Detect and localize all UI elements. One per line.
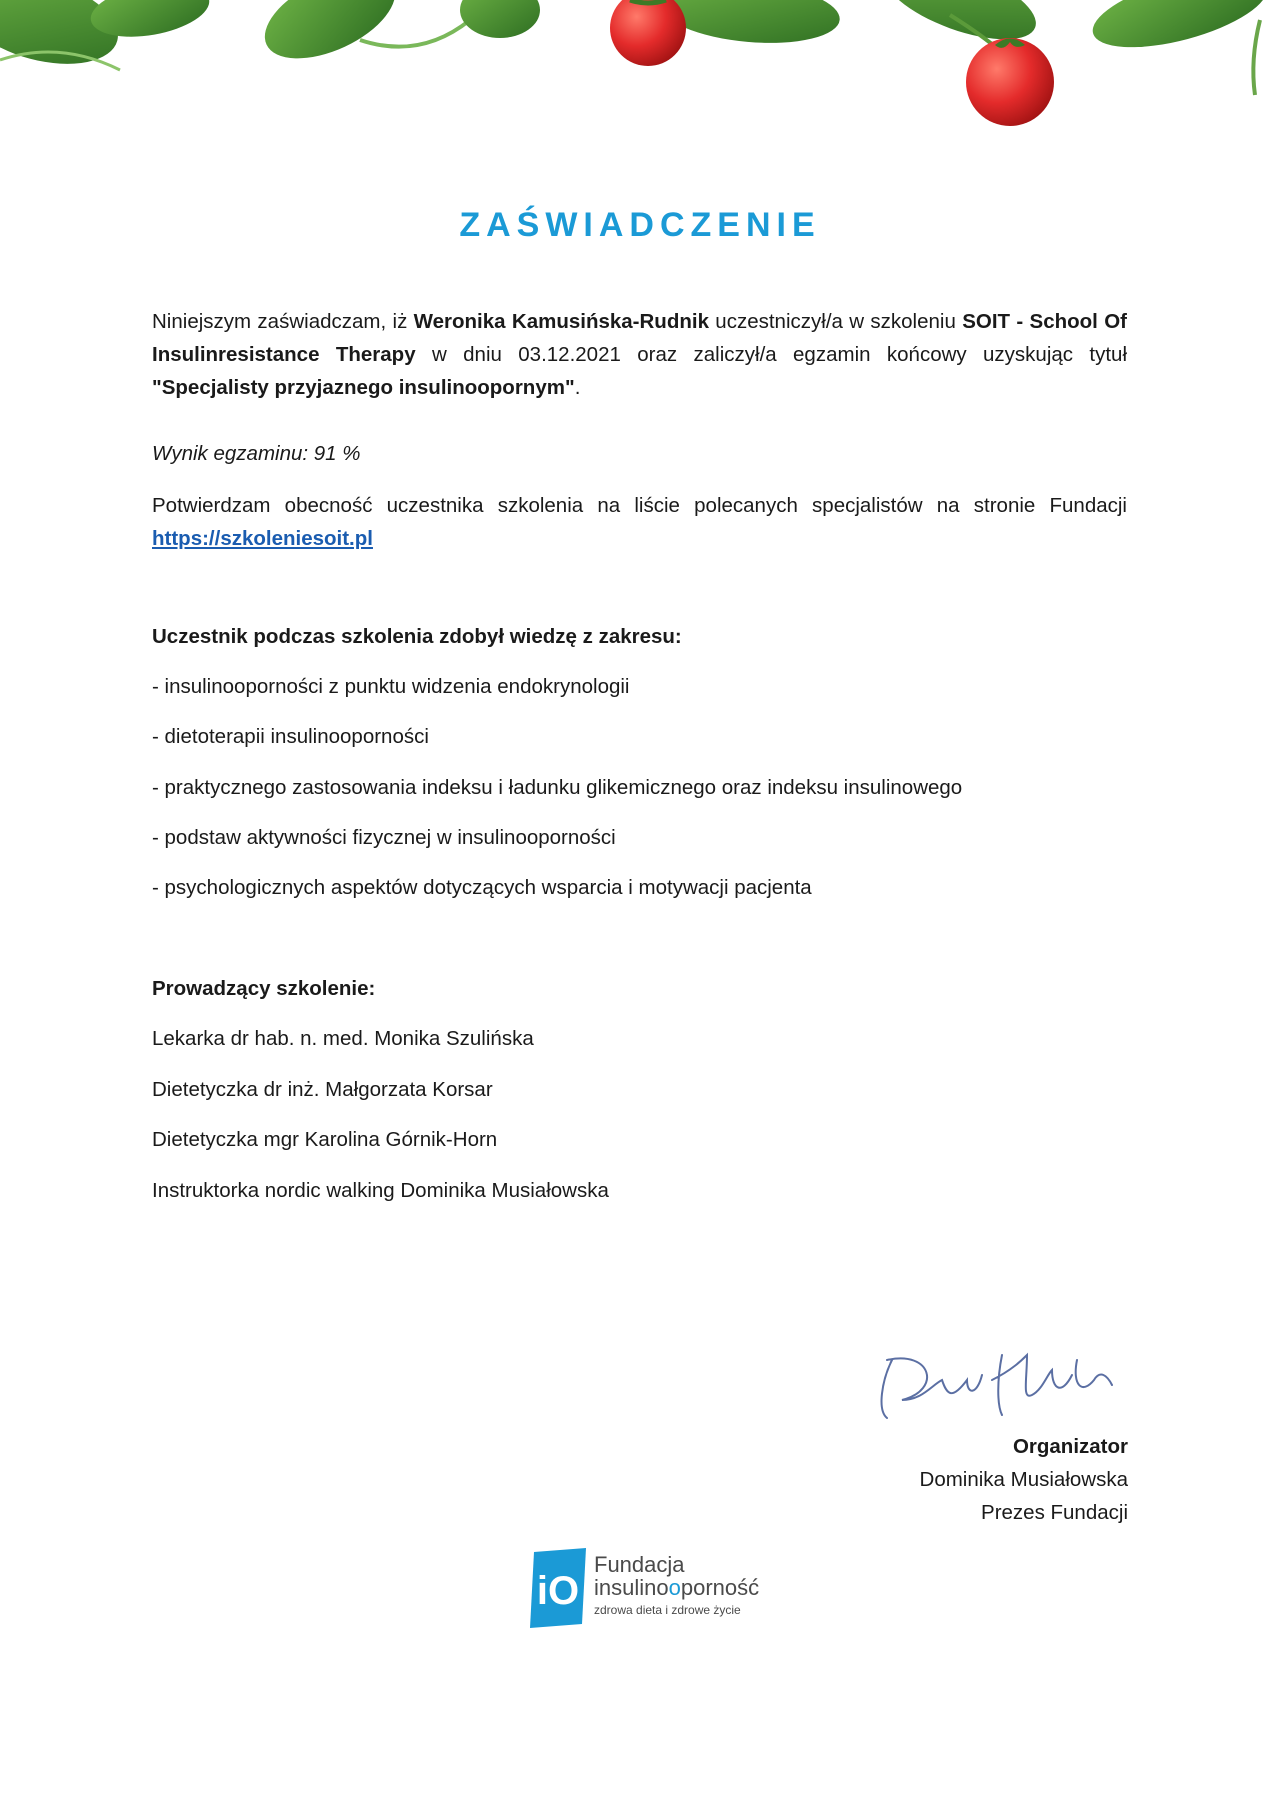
course-name: SOIT - School Of Insulinresistance Therapy xyxy=(152,310,1127,366)
intro-text: . xyxy=(574,376,581,399)
leaf-icon xyxy=(1085,0,1274,95)
logo-mark-text: iO xyxy=(536,1569,580,1613)
certificate-intro xyxy=(152,305,1127,404)
logo-tagline: zdrowa dieta i zdrowe życie xyxy=(594,1603,741,1617)
listing-confirmation xyxy=(152,489,1127,555)
trainer-item: Instruktorka nordic walking Dominika Musiałowska xyxy=(152,1179,609,1202)
knowledge-item: - podstaw aktywności fizycznej w insulinooporności xyxy=(152,826,616,849)
confirmation-text: Potwierdzam obecność uczestnika szkolenia na liście polecanych specjalistów na stronie Fundacji xyxy=(152,494,1127,517)
leaf-icon xyxy=(252,0,470,76)
knowledge-heading: Uczestnik podczas szkolenia zdobył wiedzę z zakresu: xyxy=(152,625,682,648)
intro-text: w dniu 03.12.2021 oraz zaliczył/a egzamin końcowy uzyskując tytuł xyxy=(415,343,1127,366)
tomato-icon xyxy=(610,0,686,66)
organizer-role: Prezes Fundacji xyxy=(981,1501,1128,1524)
logo-mark-icon xyxy=(530,1548,586,1628)
earned-title: "Specjalisty przyjaznego insulinoopornym" xyxy=(152,376,575,399)
trainer-item: Lekarka dr hab. n. med. Monika Szulińska xyxy=(152,1027,534,1050)
knowledge-item: - insulinooporności z punktu widzenia endokrynologii xyxy=(152,675,630,698)
knowledge-item: - psychologicznych aspektów dotyczących wsparcia i motywacji pacjenta xyxy=(152,876,812,899)
knowledge-item: - praktycznego zastosowania indeksu i ładunku glikemicznego oraz indeksu insulinowego xyxy=(152,776,963,799)
foundation-logo xyxy=(530,1548,770,1632)
logo-text-accent: o xyxy=(668,1575,681,1600)
trainer-item: Dietetyczka dr inż. Małgorzata Korsar xyxy=(152,1078,493,1101)
intro-text: Niniejszym zaświadczam, iż xyxy=(152,310,414,333)
exam-score: Wynik egzaminu: 91 % xyxy=(152,442,361,465)
decorative-header-vegetables xyxy=(0,0,1280,200)
handwritten-signature xyxy=(872,1340,1132,1425)
logo-text-part: porność xyxy=(680,1575,760,1600)
trainer-item: Dietetyczka mgr Karolina Górnik-Horn xyxy=(152,1128,498,1151)
foundation-link[interactable]: https://szkoleniesoit.pl xyxy=(152,527,373,550)
logo-line-1: Fundacja xyxy=(594,1552,685,1577)
organizer-block xyxy=(920,1430,1128,1529)
trainers-heading: Prowadzący szkolenie: xyxy=(152,977,376,1000)
participant-name: Weronika Kamusińska-Rudnik xyxy=(413,310,709,333)
organizer-label: Organizator xyxy=(1012,1435,1128,1458)
intro-text: uczestniczył/a w szkoleniu xyxy=(708,310,963,333)
tomato-icon xyxy=(966,38,1054,126)
logo-text-part: insulino xyxy=(594,1575,669,1600)
organizer-name: Dominika Musiałowska xyxy=(919,1468,1128,1491)
document-title: ZAŚWIADCZENIE xyxy=(459,206,821,244)
leaf-icon xyxy=(460,0,540,38)
logo-line-2 xyxy=(594,1575,759,1601)
knowledge-item: - dietoterapii insulinooporności xyxy=(152,725,429,748)
